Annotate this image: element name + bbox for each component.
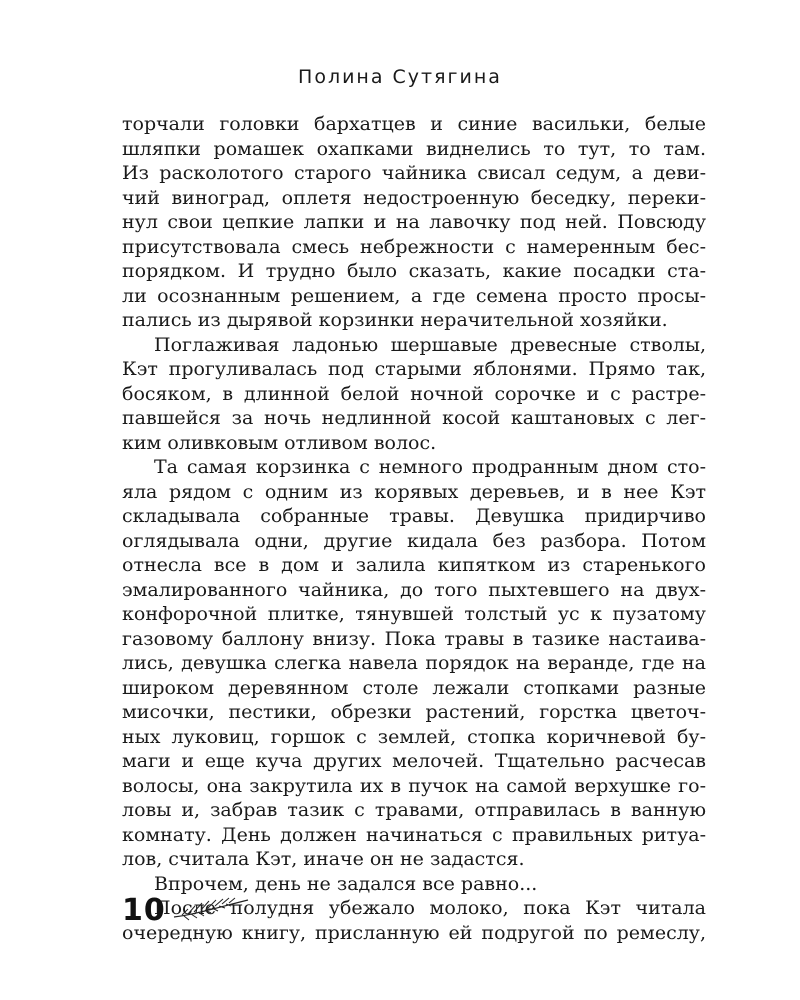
page-footer <box>122 890 250 930</box>
text-line: шляпки ромашек охапками виднелись то тут, то там. <box>122 137 706 160</box>
page-number: 10 <box>122 892 166 928</box>
text-line: лов, считала Кэт, иначе он не задастся. <box>122 848 525 870</box>
text-line: конфорочной плитке, тянувшей толстый ус к пузатому <box>122 603 706 625</box>
text-line: Та самая корзинка с немного продранным дном сто- <box>154 456 706 478</box>
text-line: оглядывала одни, другие кидала без разбора. Потом <box>122 529 706 552</box>
text-line: пались из дырявой корзинки нерачительной хозяйки. <box>122 309 668 331</box>
text-line: широком деревянном столе лежали стопками разные <box>122 676 706 699</box>
text-line: эмалированного чайника, до того пыхтевшего на двух- <box>122 578 706 601</box>
running-head-author: Полина Сутягина <box>298 66 502 88</box>
text-line: мисочки, пестики, обрезки растений, горстка цветоч- <box>122 701 706 723</box>
text-line: лись, девушка слегка навела порядок на веранде, где на <box>122 652 706 674</box>
text-line: складывала собранные травы. Девушка придирчиво <box>122 505 706 527</box>
text-line: комнату. День должен начинаться с правильных ритуа- <box>122 823 706 846</box>
text-line: яла рядом с одним из корявых деревьев, и в нее Кэт <box>122 480 706 503</box>
body-text <box>122 112 706 945</box>
text-line: чий виноград, оплетя недостроенную беседку, переки- <box>122 186 706 209</box>
text-line: Из расколотого старого чайника свисал седум, а деви- <box>122 162 706 184</box>
text-line: нул свои цепкие лапки и на лавочку под ней. Повсюду <box>122 211 706 233</box>
text-line: очередную книгу, присланную ей подругой по ремеслу, <box>122 921 706 944</box>
text-line: ким оливковым отливом волос. <box>122 431 437 454</box>
text-line: ных луковиц, горшок с землей, стопка коричневой бу- <box>122 725 706 748</box>
text-line: волосы, она закрутила их в пучок на самой верхушке го- <box>122 774 706 797</box>
text-line: торчали головки бархатцев и синие васильки, белые <box>122 113 706 135</box>
text-line: маги и еще куча других мелочей. Тщательно расчесав <box>122 750 706 772</box>
text-line: порядком. И трудно было сказать, какие посадки ста- <box>122 260 706 282</box>
text-line: После полудня убежало молоко, пока Кэт читала <box>154 897 706 919</box>
text-line: босяком, в длинной белой ночной сорочке и с растре- <box>122 382 706 405</box>
text-line: Впрочем, день не задался все равно... <box>154 872 538 895</box>
text-line: Поглаживая ладонью шершавые древесные стволы, <box>154 333 706 356</box>
text-line: ли осознанным решением, а где семена просто просы- <box>122 284 706 307</box>
text-line: Кэт прогуливалась под старыми яблонями. Прямо так, <box>122 358 706 380</box>
text-line: ловы и, забрав тазик с травами, отправилась в ванную <box>122 799 706 821</box>
text-line: газовому баллону внизу. Пока травы в тазике настаива- <box>122 627 706 650</box>
text-line: отнесла все в дом и залила кипятком из старенького <box>122 554 706 576</box>
text-line: присутствовала смесь небрежности с намеренным бес- <box>122 235 706 258</box>
feather-ornament-icon <box>172 897 250 923</box>
text-line: павшейся за ночь недлинной косой каштановых с лег- <box>122 407 706 429</box>
